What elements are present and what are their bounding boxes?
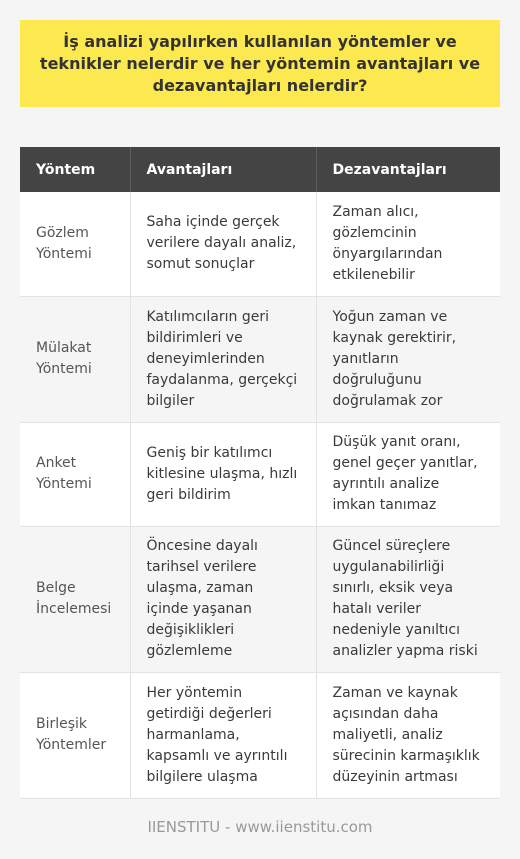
column-header-advantages: Avantajları <box>130 147 316 192</box>
advantages-cell: Saha içinde gerçek verilere dayalı analiz, somut sonuçlar <box>130 192 316 296</box>
disadvantages-cell: Zaman ve kaynak açısından daha maliyetli, analiz sürecinin karmaşıklık düzeyinin artması <box>316 672 500 798</box>
title-banner <box>20 20 500 107</box>
disadvantages-cell: Zaman alıcı, gözlemcinin önyargılarından etkilenebilir <box>316 192 500 296</box>
disadvantages-cell: Yoğun zaman ve kaynak gerektirir, yanıtların doğruluğunu doğrulamak zor <box>316 296 500 422</box>
advantages-cell: Katılımcıların geri bildirimleri ve deneyimlerinden faydalanma, gerçekçi bilgiler <box>130 296 316 422</box>
column-header-disadvantages: Dezavantajları <box>316 147 500 192</box>
disadvantages-cell: Güncel süreçlere uygulanabilirliği sınırlı, eksik veya hatalı veriler nedeniyle yanıltıcı analizler yapma riski <box>316 526 500 672</box>
method-cell: Belge İncelemesi <box>20 526 130 672</box>
footer-credit: IIENSTITU - www.iienstitu.com <box>147 818 373 836</box>
advantages-cell: Öncesine dayalı tarihsel verilere ulaşma, zaman içinde yaşanan değişiklikleri gözlemleme <box>130 526 316 672</box>
method-cell: Gözlem Yöntemi <box>20 192 130 296</box>
table-header-row <box>20 147 500 192</box>
table-row <box>20 422 500 526</box>
disadvantages-cell: Düşük yanıt oranı, genel geçer yanıtlar, ayrıntılı analize imkan tanımaz <box>316 422 500 526</box>
method-cell: Birleşik Yöntemler <box>20 672 130 798</box>
table-row <box>20 672 500 798</box>
methods-table <box>20 147 500 799</box>
advantages-cell: Her yöntemin getirdiği değerleri harmanlama, kapsamlı ve ayrıntılı bilgilere ulaşma <box>130 672 316 798</box>
table-row <box>20 296 500 422</box>
table-row <box>20 526 500 672</box>
page-title: İş analizi yapılırken kullanılan yöntemler ve teknikler nelerdir ve her yöntemin avantajları ve dezavantajları nelerdir? <box>39 31 481 95</box>
advantages-cell: Geniş bir katılımcı kitlesine ulaşma, hızlı geri bildirim <box>130 422 316 526</box>
table-row <box>20 192 500 296</box>
column-header-method: Yöntem <box>20 147 130 192</box>
method-cell: Anket Yöntemi <box>20 422 130 526</box>
method-cell: Mülakat Yöntemi <box>20 296 130 422</box>
